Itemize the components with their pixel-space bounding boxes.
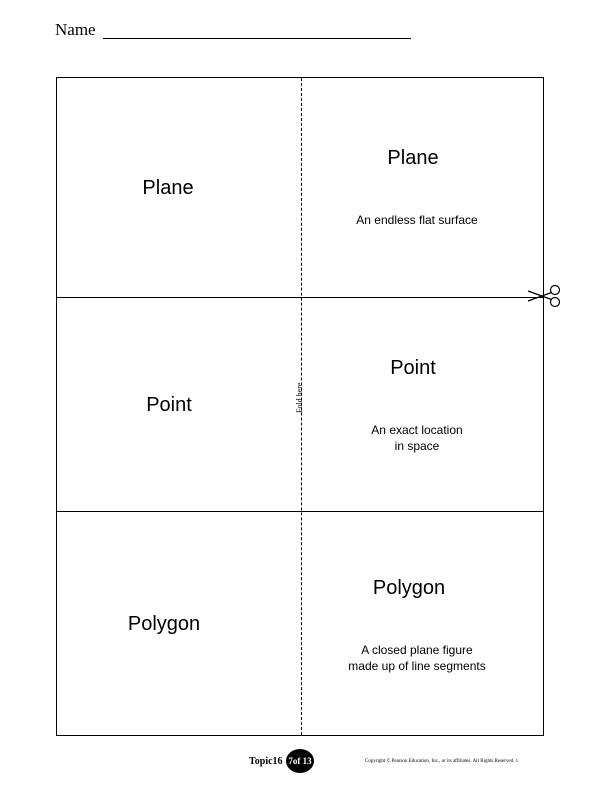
definition-title-point: Point — [390, 357, 436, 379]
definition-title-polygon: Polygon — [372, 577, 446, 599]
term-point: Point — [146, 394, 192, 416]
definition-line: An endless flat surface — [356, 213, 478, 227]
copyright-notice: Copyright © Pearson Education, Inc., or its affiliates. All Rights Reserved. 1 — [365, 759, 519, 764]
scissors-icon — [526, 284, 562, 308]
definition-text-plane — [356, 212, 477, 228]
definition-line: made up of line segments — [348, 659, 486, 673]
definition-line: An exact location — [371, 423, 463, 437]
definition-line: A closed plane figure — [361, 643, 473, 657]
term-polygon: Polygon — [127, 613, 201, 635]
definition-title-plane: Plane — [387, 147, 439, 169]
name-write-line[interactable] — [103, 38, 411, 39]
term-plane: Plane — [142, 177, 194, 199]
definition-line: in space — [394, 439, 440, 453]
name-label: Name — [55, 20, 96, 39]
footer-topic: Topic16 — [249, 756, 283, 767]
cut-line-1 — [57, 297, 543, 298]
definition-text-point — [371, 422, 462, 454]
cut-line-2 — [57, 511, 543, 512]
fold-label: Fold here — [295, 382, 304, 414]
vocabulary-foldable — [56, 77, 544, 736]
definition-text-polygon — [348, 642, 485, 674]
page-number-badge: 7of 13 — [286, 749, 314, 773]
